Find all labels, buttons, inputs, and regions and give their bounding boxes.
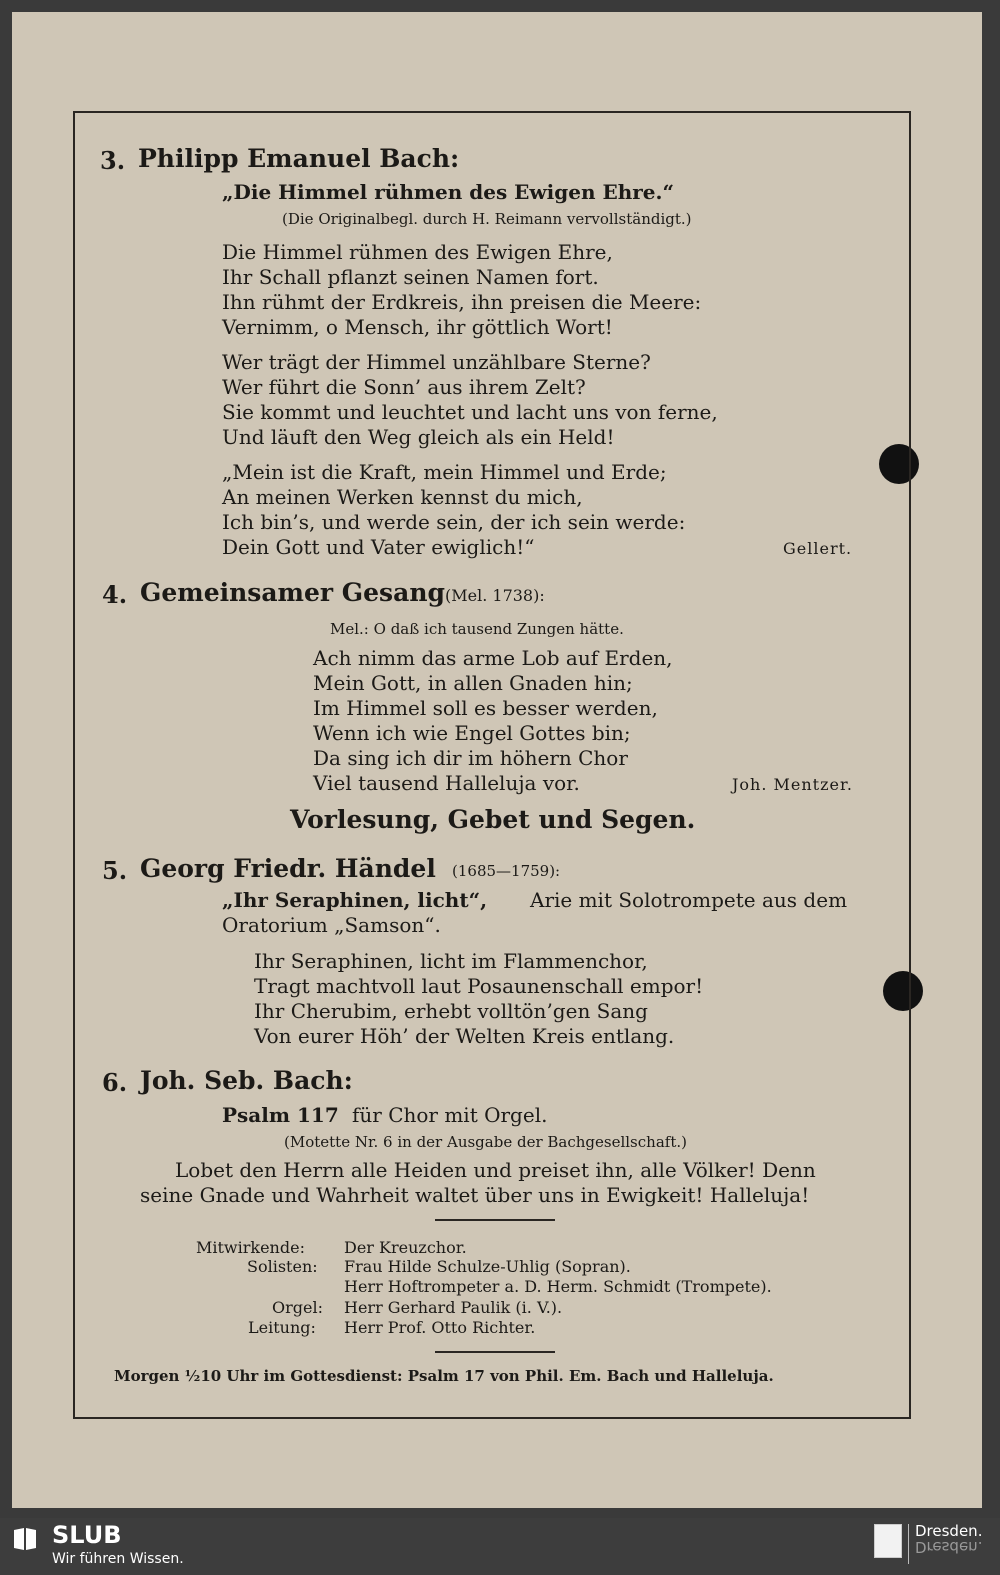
section4-line: Viel tausend Halleluja vor. — [313, 771, 580, 795]
credits-solist: Herr Hoftrompeter a. D. Herm. Schmidt (Trompete). — [344, 1277, 772, 1296]
credits-mitwirkende: Der Kreuzchor. — [344, 1238, 467, 1257]
slub-tagline: Wir führen Wissen. — [52, 1551, 184, 1567]
section6-number: 6. — [102, 1068, 128, 1097]
credits-solisten-label: Solisten: — [247, 1257, 318, 1276]
footer-bar — [0, 1518, 1000, 1575]
credits-leitung: Herr Prof. Otto Richter. — [344, 1318, 536, 1337]
section6-composer: Joh. Seb. Bach: — [140, 1066, 353, 1095]
section5-dates: (1685—1759): — [452, 862, 561, 880]
section4-number: 4. — [102, 580, 128, 609]
section5-line: Ihr Cherubim, erhebt volltön’gen Sang — [254, 999, 648, 1023]
divider — [435, 1219, 555, 1221]
section3-author: Gellert. — [783, 539, 853, 558]
section3-title: „Die Himmel rühmen des Ewigen Ehre.“ — [222, 180, 674, 204]
section3-line: Ich bin’s, und werde sein, der ich sein werde: — [222, 510, 686, 534]
section5-line: Von eurer Höh’ der Welten Kreis entlang. — [254, 1024, 675, 1048]
dresden-wordmark-reflection: Dresden. — [915, 1538, 983, 1556]
section3-line: Sie kommt und leuchtet und lacht uns von ferne, — [222, 400, 718, 424]
section5-line: Tragt machtvoll laut Posaunenschall empor! — [254, 974, 704, 998]
section3-line: Wer führt die Sonn’ aus ihrem Zelt? — [222, 375, 586, 399]
section3-line: Ihr Schall pflanzt seinen Namen fort. — [222, 265, 599, 289]
service-notice: Morgen ½10 Uhr im Gottesdienst: Psalm 17 von Phil. Em. Bach und Halleluja. — [114, 1367, 774, 1385]
dresden-crest-icon — [874, 1524, 902, 1558]
interlude-heading: Vorlesung, Gebet und Segen. — [290, 805, 696, 834]
slub-name: SLUB — [52, 1521, 122, 1549]
credits-leitung-label: Leitung: — [248, 1318, 316, 1337]
credits-orgel-label: Orgel: — [272, 1298, 323, 1317]
section5-composer: Georg Friedr. Händel — [140, 854, 436, 883]
section3-line: Wer trägt der Himmel unzählbare Sterne? — [222, 350, 651, 374]
section4-line: Wenn ich wie Engel Gottes bin; — [313, 721, 631, 745]
section5-aria-title: „Ihr Seraphinen, licht“, — [222, 888, 488, 912]
section4-line: Da sing ich dir im höhern Chor — [313, 746, 628, 770]
section6-text: Lobet den Herrn alle Heiden und preiset ihn, alle Völker! Denn — [175, 1158, 816, 1182]
section5-line: Ihr Seraphinen, licht im Flammenchor, — [254, 949, 648, 973]
section3-line: Die Himmel rühmen des Ewigen Ehre, — [222, 240, 613, 264]
dresden-wordmark: Dresden. — [915, 1522, 983, 1540]
section4-melody: Mel.: O daß ich tausend Zungen hätte. — [330, 620, 624, 638]
credits-orgel: Herr Gerhard Paulik (i. V.). — [344, 1298, 563, 1317]
section3-line: Und läuft den Weg gleich als ein Held! — [222, 425, 615, 449]
section3-line: An meinen Werken kennst du mich, — [222, 485, 583, 509]
divider — [435, 1351, 555, 1353]
section4-line: Mein Gott, in allen Gnaden hin; — [313, 671, 633, 695]
footer-separator — [908, 1524, 909, 1564]
section4-mel-ref: (Mel. 1738): — [445, 586, 545, 605]
section5-oratorio: Oratorium „Samson“. — [222, 913, 441, 937]
section6-title: Psalm 117 — [222, 1103, 339, 1127]
section4-line: Im Himmel soll es besser werden, — [313, 696, 658, 720]
section3-line: Ihn rühmt der Erdkreis, ihn preisen die Meere: — [222, 290, 702, 314]
section6-note: (Motette Nr. 6 in der Ausgabe der Bachgesellschaft.) — [284, 1133, 687, 1151]
section6-text: seine Gnade und Wahrheit waltet über uns in Ewigkeit! Halleluja! — [140, 1183, 810, 1207]
section3-line: „Mein ist die Kraft, mein Himmel und Erde; — [222, 460, 667, 484]
section3-note: (Die Originalbegl. durch H. Reimann vervollständigt.) — [282, 210, 692, 228]
slub-logo-icon — [12, 1526, 38, 1552]
section5-number: 5. — [102, 856, 128, 885]
section4-heading: Gemeinsamer Gesang — [140, 578, 445, 607]
credits-solist: Frau Hilde Schulze-Uhlig (Sopran). — [344, 1257, 631, 1276]
section4-line: Ach nimm das arme Lob auf Erden, — [313, 646, 673, 670]
section4-author: Joh. Mentzer. — [732, 775, 853, 794]
credits-mitwirkende-label: Mitwirkende: — [196, 1238, 305, 1257]
section3-composer: Philipp Emanuel Bach: — [138, 144, 460, 173]
section5-aria-desc: Arie mit Solotrompete aus dem — [530, 888, 848, 912]
section3-line: Dein Gott und Vater ewiglich!“ — [222, 535, 535, 559]
section3-number: 3. — [100, 146, 126, 175]
section3-line: Vernimm, o Mensch, ihr göttlich Wort! — [222, 315, 613, 339]
section6-title-rest: für Chor mit Orgel. — [352, 1103, 548, 1127]
